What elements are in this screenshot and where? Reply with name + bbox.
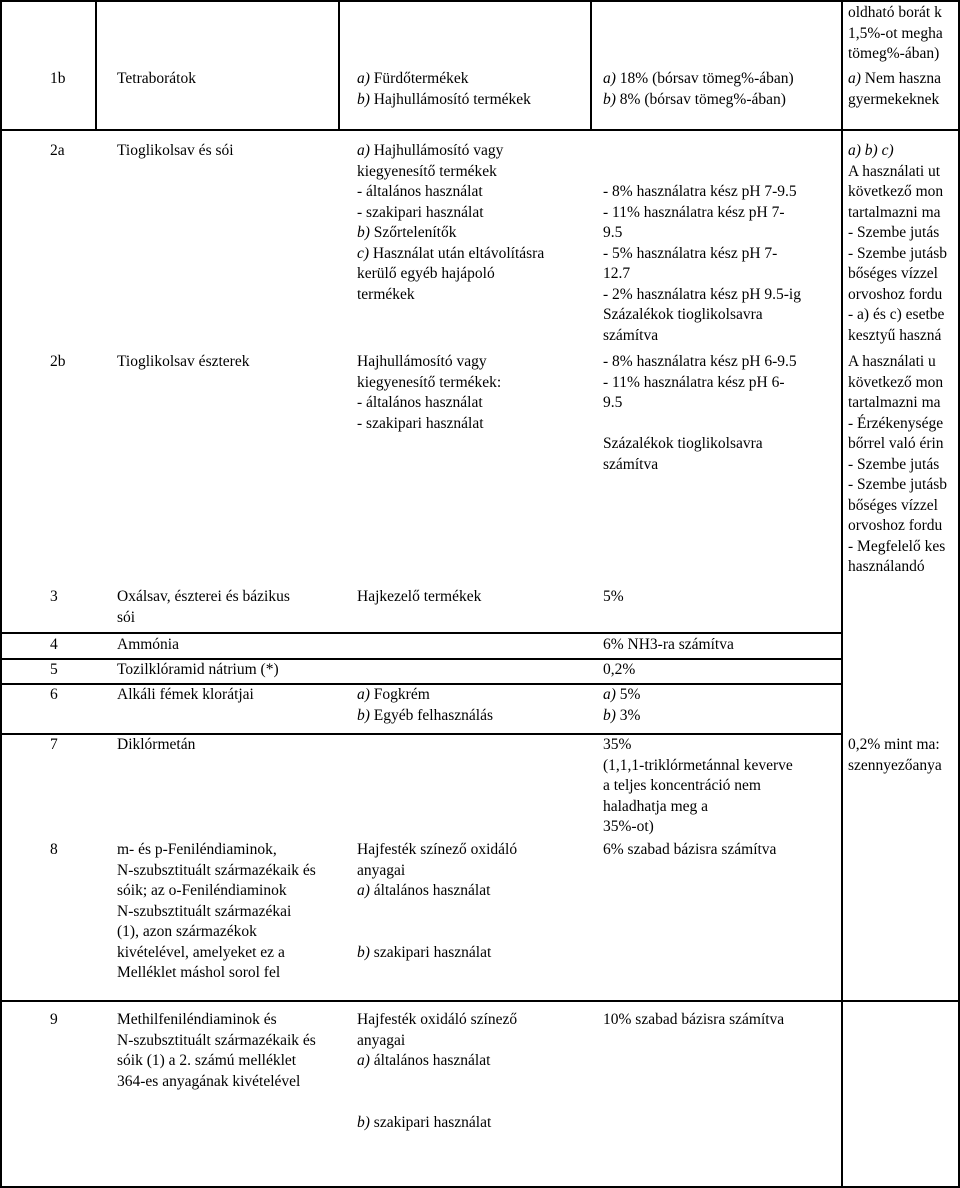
cell-line: Tioglikolsav és sói [117,142,234,159]
cell-text: Hajfesték színező oxidáló [357,841,518,858]
cell-text: Hajhullámosító vagy [357,353,487,370]
cell-line [357,69,531,90]
cell-line [603,393,797,414]
cell-line [603,203,801,224]
cell-line: N-szubsztituált származékaik és [117,861,316,879]
cell-line [603,305,801,326]
cell-line: tömeg%-ában) [848,45,940,62]
cell-line [848,756,960,777]
cell-text: - szakipari használat [357,203,484,221]
substance-name [117,635,179,656]
cell-line [848,557,960,578]
list-marker: a) [603,686,616,703]
list-marker: a) [357,142,370,159]
cell-text: orvoshoz fordu [848,285,943,303]
cell-line [603,264,801,285]
cell-text: 0,2% [603,661,636,678]
list-marker: a) [357,882,370,899]
cell-text: - Érzékenysége [848,414,944,432]
cell-line: (1), azon származékok [117,923,257,940]
cell-line [357,162,544,183]
cell-text: Szőrtelenítők [369,224,457,241]
list-marker: b) [357,224,370,241]
list-marker: a) [357,686,370,703]
list-marker: b) [357,706,370,724]
cell-text: - 11% használatra kész pH 7- [603,203,785,221]
cell-line [603,660,635,681]
cell-line [848,244,960,265]
cell-text: 18% (bórsav tömeg%-ában) [615,70,794,87]
cell-text: Fürdőtermékek [369,70,469,87]
cell-line: N-szubsztituált származékaik és [117,1031,316,1049]
row-number [50,587,58,608]
row-number [50,840,58,861]
cell-text: gyermekeknek [848,90,940,108]
field-of-application [357,141,544,305]
cell-line: sóik; az o-Feniléndiaminok [117,882,287,899]
cell-line [357,587,481,608]
cell-line [357,285,544,306]
cell-line [603,455,797,476]
cell-line [603,735,793,756]
cell-text: 8% (bórsav tömeg%-ában) [615,90,786,108]
cell-line [603,352,797,373]
cell-text: tartalmazni ma [848,394,941,411]
substance-name [117,660,279,681]
max-concentration [603,352,797,475]
cell-text: - általános használat [357,183,483,200]
cell-line [603,840,776,861]
cell-line [357,1031,517,1052]
cell-line [848,414,960,435]
cell-line [603,706,640,727]
cell-text: Fogkrém [369,686,430,703]
cell-line: sóik (1) a 2. számú melléklet [117,1052,297,1069]
cell-line [603,635,734,656]
cell-line [357,881,517,902]
cell-text: - Szembe jutásb [848,476,948,493]
cell-line [848,735,960,756]
cell-text: általános használat [369,882,491,899]
cell-line: 6 [50,686,58,703]
cell-line [357,182,544,203]
cell-line: Tozilklóramid nátrium (*) [117,661,279,678]
row-number [50,660,58,681]
cell-line [603,244,801,265]
cell-line [603,223,801,244]
cell-line [848,69,960,90]
max-concentration [603,685,640,726]
cell-line [357,373,501,394]
substance-name [117,1010,316,1092]
list-marker: a) [603,70,616,87]
list-marker: a) [357,70,370,87]
cell-line [357,352,501,373]
conditions-warnings [848,69,960,110]
cell-line [603,373,797,394]
substance-name [117,352,249,373]
table-border-vertical [841,0,843,1188]
cell-line [357,203,544,224]
cell-line: Methilfeniléndiaminok és [117,1011,277,1028]
cell-line: m- és p-Feniléndiaminok, [117,841,277,858]
max-concentration [603,840,776,861]
cell-line [603,587,624,608]
cell-text: Hajhullámosító termékek [369,90,531,108]
cell-line [603,756,793,777]
cell-text: számítva [603,455,659,473]
cell-line [357,706,493,727]
cell-line [848,285,960,306]
cell-line [357,90,531,111]
cell-line [848,90,960,111]
cell-text: bőséges vízzel [848,265,938,282]
cell-line [603,182,801,203]
cell-line [603,797,793,818]
cell-line [603,414,797,435]
field-of-application [357,1010,517,1133]
cell-text: - a) és c) esetbe [848,306,945,323]
cell-line [357,861,517,882]
cell-line [357,1010,517,1031]
substance-name [117,685,254,706]
cell-line: 2a [50,142,65,159]
cell-text: kerülő egyéb hajápoló [357,265,495,282]
cell-line: 5 [50,661,58,678]
cell-line: Alkáli fémek klorátjai [117,686,254,703]
cell-text: 12.7 [603,265,631,282]
cell-line [603,1010,784,1031]
cell-line: Diklórmetán [117,736,196,753]
cell-line: 9 [50,1011,58,1028]
cell-text: Százalékok tioglikolsavra [603,306,763,323]
cell-line: 3 [50,588,58,605]
row-number [50,735,58,756]
substance-name [117,735,195,756]
cell-text: anyagai [357,861,406,879]
cell-line [848,141,960,162]
cell-text: haladhatja meg a [603,797,709,815]
cell-line [848,516,960,537]
cell-line: Tetraborátok [117,70,196,87]
cell-text: 35% [603,736,632,753]
list-marker: b) [357,90,370,108]
cell-line [848,393,960,414]
table-border-vertical [0,0,2,1188]
cell-line: 1b [50,70,66,87]
cell-text: A használati u [848,353,936,370]
cell-text: - 8% használatra kész pH 6-9.5 [603,353,797,370]
cell-line [848,326,960,347]
cell-text: Százalékok tioglikolsavra [603,435,763,452]
cell-text: Hajhullámosító vagy [369,142,504,159]
table-border-horizontal [0,1186,960,1188]
cell-line [848,305,960,326]
cell-line: sói [117,608,136,626]
cell-text: Hajfesték oxidáló színező [357,1011,518,1028]
cell-text: általános használat [369,1052,491,1069]
cell-text: 0,2% mint ma: [848,736,940,753]
table-border-vertical [95,0,97,129]
cell-text: 35%-ot) [603,818,654,835]
list-marker: a) [848,70,861,87]
cell-text: szakipari használat [369,943,492,961]
list-marker: c) [357,244,370,262]
cell-line [357,840,517,861]
max-concentration [603,635,734,656]
cell-line [357,1072,517,1093]
list-marker: b) [603,706,616,724]
cell-text: 10% szabad bázisra számítva [603,1011,785,1028]
cell-text: anyagai [357,1031,406,1049]
substance-name [117,141,234,162]
cell-line [603,69,794,90]
cell-text: - 8% használatra kész pH 7-9.5 [603,183,797,200]
cell-text: 5% [615,686,641,703]
cell-line [357,902,517,923]
cell-text: - 2% használatra kész pH 9.5-ig [603,285,801,303]
table-border-horizontal [0,0,960,2]
cell-line: Melléklet máshol sorol fel [117,964,281,981]
cell-text: bőséges vízzel [848,496,938,514]
cell-line: kivételével, amelyeket ez a [117,943,285,961]
cell-text: következő mon [848,373,944,391]
cell-line [357,922,517,943]
cell-line [848,162,960,183]
cell-text: Egyéb felhasználás [369,706,494,724]
cell-text: Használat után eltávolításra [369,244,545,262]
cell-text: Nem haszna [860,70,941,87]
cell-line [357,1051,517,1072]
cell-line: Ammónia [117,636,179,653]
cell-text: kiegyenesítő termékek: [357,373,502,391]
conditions-warnings [848,141,960,346]
cell-line [603,817,793,838]
cell-text: - 5% használatra kész pH 7- [603,244,778,262]
field-of-application [357,69,531,110]
cell-line: N-szubsztituált származékai [117,902,292,920]
list-marker: b) [603,90,616,108]
notes-continuation [848,3,960,65]
cell-text: - Szembe jutásb [848,244,948,262]
cell-text: bőrrel való érin [848,435,944,452]
cell-text: szakipari használat [369,1113,492,1131]
cell-text: (1,1,1-triklórmetánnal keverve [603,756,793,774]
field-of-application [357,352,501,434]
cell-line [848,182,960,203]
cell-line [848,352,960,373]
cell-line [357,943,517,964]
cell-line [357,414,501,435]
cell-line: 364-es anyagának kivételével [117,1072,301,1090]
cell-line: 7 [50,736,58,753]
row-number [50,352,66,373]
cell-line: 8 [50,841,58,858]
field-of-application [357,840,517,963]
cell-line [848,496,960,517]
cell-line [357,685,493,706]
row-number [50,141,65,162]
cell-text: a teljes koncentráció nem [603,777,761,794]
table-border-horizontal [0,1000,960,1002]
cell-line [357,244,544,265]
cell-line [848,373,960,394]
cell-text: szennyezőanya [848,756,942,774]
cell-line: 1,5%-ot megha [848,24,943,42]
cell-text: - Szembe jutás [848,455,940,473]
cell-text: 9.5 [603,394,623,411]
cell-text: 6% szabad bázisra számítva [603,841,777,858]
row-number [50,685,58,706]
cell-line [603,434,797,455]
substance-name [117,587,290,628]
cell-text: kesztyű haszná [848,326,942,344]
cell-line [848,537,960,558]
table-border-horizontal [0,129,960,131]
cell-line: Oxálsav, észterei és bázikus [117,588,290,605]
conditions-warnings [848,735,960,776]
cell-line [357,141,544,162]
cell-text: orvoshoz fordu [848,517,943,534]
cell-text: termékek [357,285,415,303]
max-concentration [603,660,635,681]
cell-text: - Megfelelő kes [848,537,946,555]
max-concentration [603,735,793,838]
cell-text: tartalmazni ma [848,203,941,221]
cell-line [357,1113,517,1134]
cell-line: Tioglikolsav észterek [117,353,250,370]
cell-line [848,434,960,455]
cell-text: A használati ut [848,162,941,180]
max-concentration [603,182,801,346]
substance-name [117,69,196,90]
cell-line [848,203,960,224]
row-number [50,1010,58,1031]
table-border-vertical [590,0,592,129]
list-marker: b) [357,943,370,961]
cell-line [357,393,501,414]
cell-line [848,223,960,244]
cell-text: - általános használat [357,394,483,411]
list-marker: a) [357,1052,370,1069]
cell-line [603,776,793,797]
list-marker: b) [357,1113,370,1131]
cell-line [848,264,960,285]
cell-text: 9.5 [603,224,623,241]
cell-text: 3% [615,706,641,724]
cell-text: Hajkezelő termékek [357,588,482,605]
cell-line [603,285,801,306]
cell-line [357,264,544,285]
substance-name [117,840,316,984]
cell-line [603,685,640,706]
field-of-application [357,685,493,726]
row-number [50,635,58,656]
cell-text: 6% NH3-ra számítva [603,636,734,653]
cell-line: 2b [50,353,66,370]
conditions-warnings [848,352,960,578]
field-of-application [357,587,481,608]
cell-line [357,223,544,244]
cell-line [603,326,801,347]
cell-line: 4 [50,636,58,653]
cell-text: számítva [603,326,659,344]
cell-text: 5% [603,588,624,605]
cell-text: - Szembe jutás [848,224,940,241]
cell-line [848,455,960,476]
cell-line [603,90,794,111]
cell-line [357,1092,517,1113]
cell-text: kiegyenesítő termékek [357,162,497,180]
row-number [50,69,66,90]
cell-text: - 11% használatra kész pH 6- [603,373,785,391]
max-concentration [603,587,624,608]
cell-text: használandó [848,558,925,575]
cell-text: következő mon [848,183,944,200]
max-concentration [603,69,794,110]
list-marker: a) b) c) [848,142,894,159]
cell-text: - szakipari használat [357,414,484,432]
table-border-horizontal [0,632,841,634]
max-concentration [603,1010,784,1031]
table-border-vertical [338,0,340,129]
cell-line: oldható borát k [848,4,942,21]
cell-line [848,475,960,496]
